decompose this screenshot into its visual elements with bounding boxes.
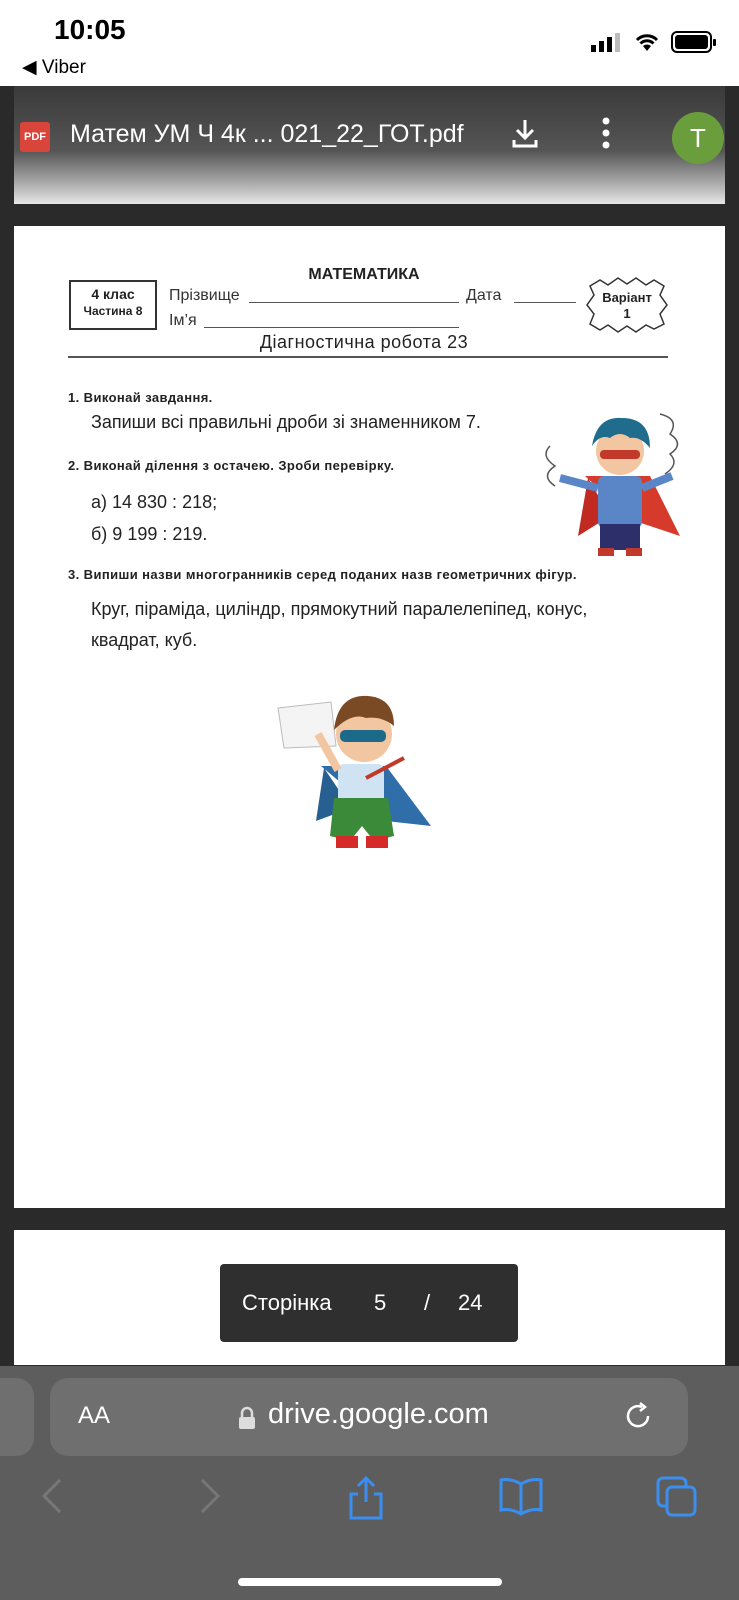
wifi-icon	[633, 31, 661, 53]
name-label: Ім’я	[169, 312, 197, 329]
back-icon[interactable]	[38, 1476, 66, 1516]
task-2-heading: 2. Виконай ділення з остачею. Зроби перевірку.	[68, 458, 395, 473]
home-indicator	[238, 1578, 502, 1586]
task-2-line-b: б) 9 199 : 219.	[91, 524, 208, 544]
reload-icon[interactable]	[622, 1400, 654, 1432]
header-divider	[68, 356, 668, 358]
page-separator: /	[424, 1290, 431, 1315]
task-3-line-1: Круг, піраміда, циліндр, прямокутний паралелепіпед, конус,	[91, 599, 588, 619]
page-indicator	[220, 1264, 518, 1342]
safari-toolbar	[0, 1366, 739, 1600]
address-bar[interactable]	[50, 1378, 688, 1456]
bookmarks-icon[interactable]	[498, 1476, 544, 1516]
variant-badge	[586, 276, 668, 334]
total-pages: 24	[458, 1290, 483, 1315]
current-page: 5	[374, 1290, 387, 1315]
status-time: 10:05	[54, 14, 126, 45]
pdf-viewer-toolbar	[14, 86, 725, 204]
status-bar	[0, 0, 739, 86]
download-icon[interactable]	[508, 116, 542, 150]
share-icon[interactable]	[346, 1476, 386, 1520]
superhero-illustration	[540, 406, 690, 566]
grade-box	[69, 280, 157, 330]
date-label: Дата	[466, 287, 502, 304]
battery-icon	[671, 30, 717, 54]
more-options-icon[interactable]	[600, 116, 612, 150]
back-to-viber-link[interactable]: ◀ Viber	[22, 57, 86, 78]
pdf-file-icon: PDF	[20, 122, 50, 152]
account-avatar[interactable]: T	[672, 112, 724, 164]
signal-icon	[591, 32, 623, 52]
task-1-text: Запиши всі правильні дроби зі знаменником 7.	[91, 412, 481, 432]
surname-line	[249, 302, 459, 303]
previous-tab-peek[interactable]	[0, 1378, 34, 1456]
superhero-with-book-illustration	[276, 686, 446, 866]
task-2-line-a: а) 14 830 : 218;	[91, 492, 218, 512]
pdf-page	[14, 226, 725, 1208]
page-label: Сторінка	[242, 1290, 332, 1315]
work-title: Діагностична робота 23	[259, 332, 469, 352]
forward-icon[interactable]	[196, 1476, 224, 1516]
variant-number: 1	[623, 306, 631, 321]
grade-label: 4 клас	[91, 286, 135, 302]
task-3-line-2: квадрат, куб.	[91, 630, 198, 650]
file-title: Матем УМ Ч 4к ... 021_22_ГОТ.pdf	[70, 120, 464, 148]
lock-icon	[238, 1406, 256, 1430]
part-label: Частина 8	[83, 304, 143, 318]
url-text[interactable]: drive.google.com	[268, 1398, 489, 1430]
subject-title: МАТЕМАТИКА	[308, 266, 420, 283]
date-line	[514, 302, 576, 303]
task-3-heading: 3. Випиши назви многогранників серед поданих назв геометричних фігур.	[68, 567, 577, 582]
reader-options-button[interactable]: AA	[78, 1402, 111, 1429]
task-1-heading: 1. Виконай завдання.	[68, 390, 213, 405]
tabs-icon[interactable]	[656, 1476, 698, 1518]
surname-label: Прізвище	[169, 287, 240, 304]
system-icons	[591, 30, 717, 54]
worksheet	[14, 226, 725, 1208]
variant-label: Варіант	[602, 290, 652, 305]
name-line	[204, 327, 459, 328]
